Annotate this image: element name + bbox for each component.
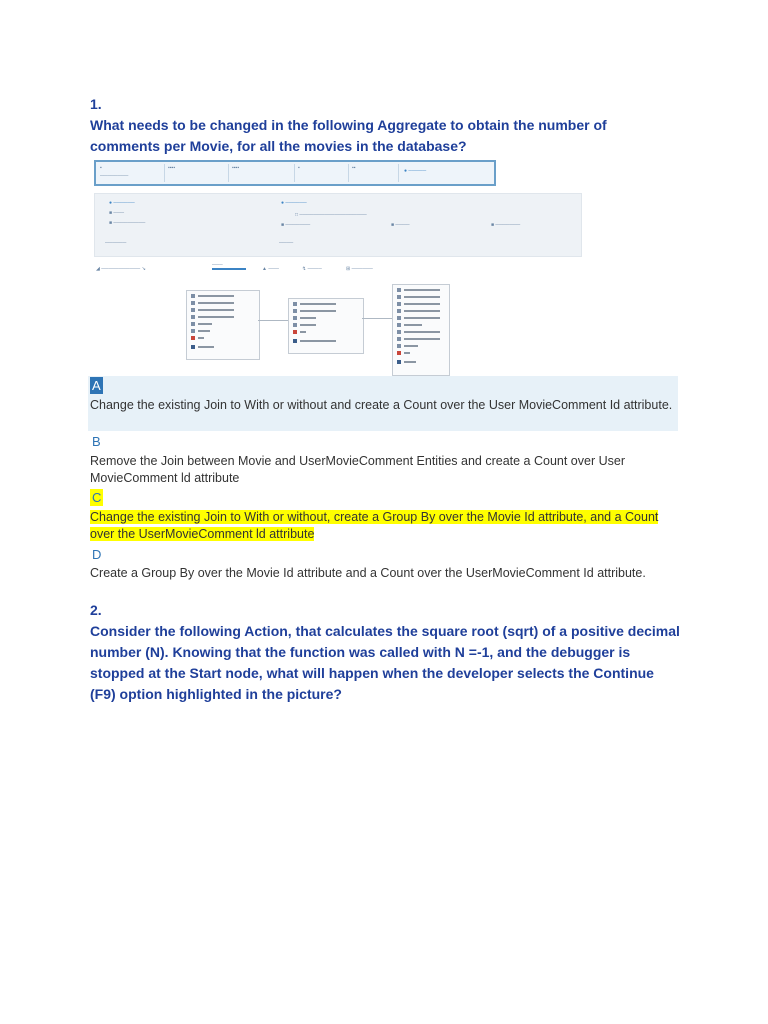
aggregate-tabs: ◢ ─────────── ↘ ─── ▲ ─── ↯ ──── ⊞ ────── [96,262,373,272]
join-link-2 [362,318,392,319]
question-2-number: 2. [90,602,102,618]
aggregate-screenshot: ▪ ──────── ▪▪▪▪ ▪▪▪▪ ▪ ▪▪ ● ───── ● ────── ■ ─── ■ ───────── ● ────── □ ─────────────────── ■ ─────── ■ ──── ■ ─────── ────── ──── ◢ ─────────── ↘ ─── ▲ ─── ↯ ──── ⊞ ────── [92,160,580,375]
option-d-text: Create a Group By over the Movie Id attribute and a Count over the UserMovieComment Id attribute. [90,566,646,580]
option-c-letter: C [92,490,102,505]
entity-box-2 [288,298,364,354]
join-link-1 [258,320,288,321]
option-a-text: Change the existing Join to With or without and create a Count over the User MovieComment Id attribute. [90,398,673,412]
option-a-letter: A [92,378,101,393]
option-c-text [90,509,680,543]
option-d-letter: D [92,547,102,562]
question-2-text: Consider the following Action, that calculates the square root (sqrt) of a positive decimal number (N). Knowing that the function was called with N =-1, and the debugger is stopped at the Start node, what will happen when the developer selects the Continue (F9) option highlighted in the picture? [90,623,680,702]
aggregate-columns-header: ▪ ──────── ▪▪▪▪ ▪▪▪▪ ▪ ▪▪ [94,160,496,186]
entity-box-1 [186,290,260,360]
entity-box-3 [392,284,450,376]
option-c-text-highlighted: Change the existing Join to With or without, create a Group By over the Movie Id attribute, and a Count over the UserMovieComment ld attribute [90,510,659,541]
question-1-text: What needs to be changed in the following Aggregate to obtain the number of comments per Movie, for all the movies in the database? [90,117,607,154]
question-1-number: 1. [90,96,102,112]
sources-filters-panel: ● ────── ■ ─── ■ ───────── ● ────── □ ─────────────────── ■ ─────── ■ ──── ■ ─────── ────── ──── [94,193,582,257]
option-b-text: Remove the Join between Movie and UserMovieComment Entities and create a Count over User MovieComment ld attribute [90,454,625,485]
option-b-letter: B [92,434,101,449]
